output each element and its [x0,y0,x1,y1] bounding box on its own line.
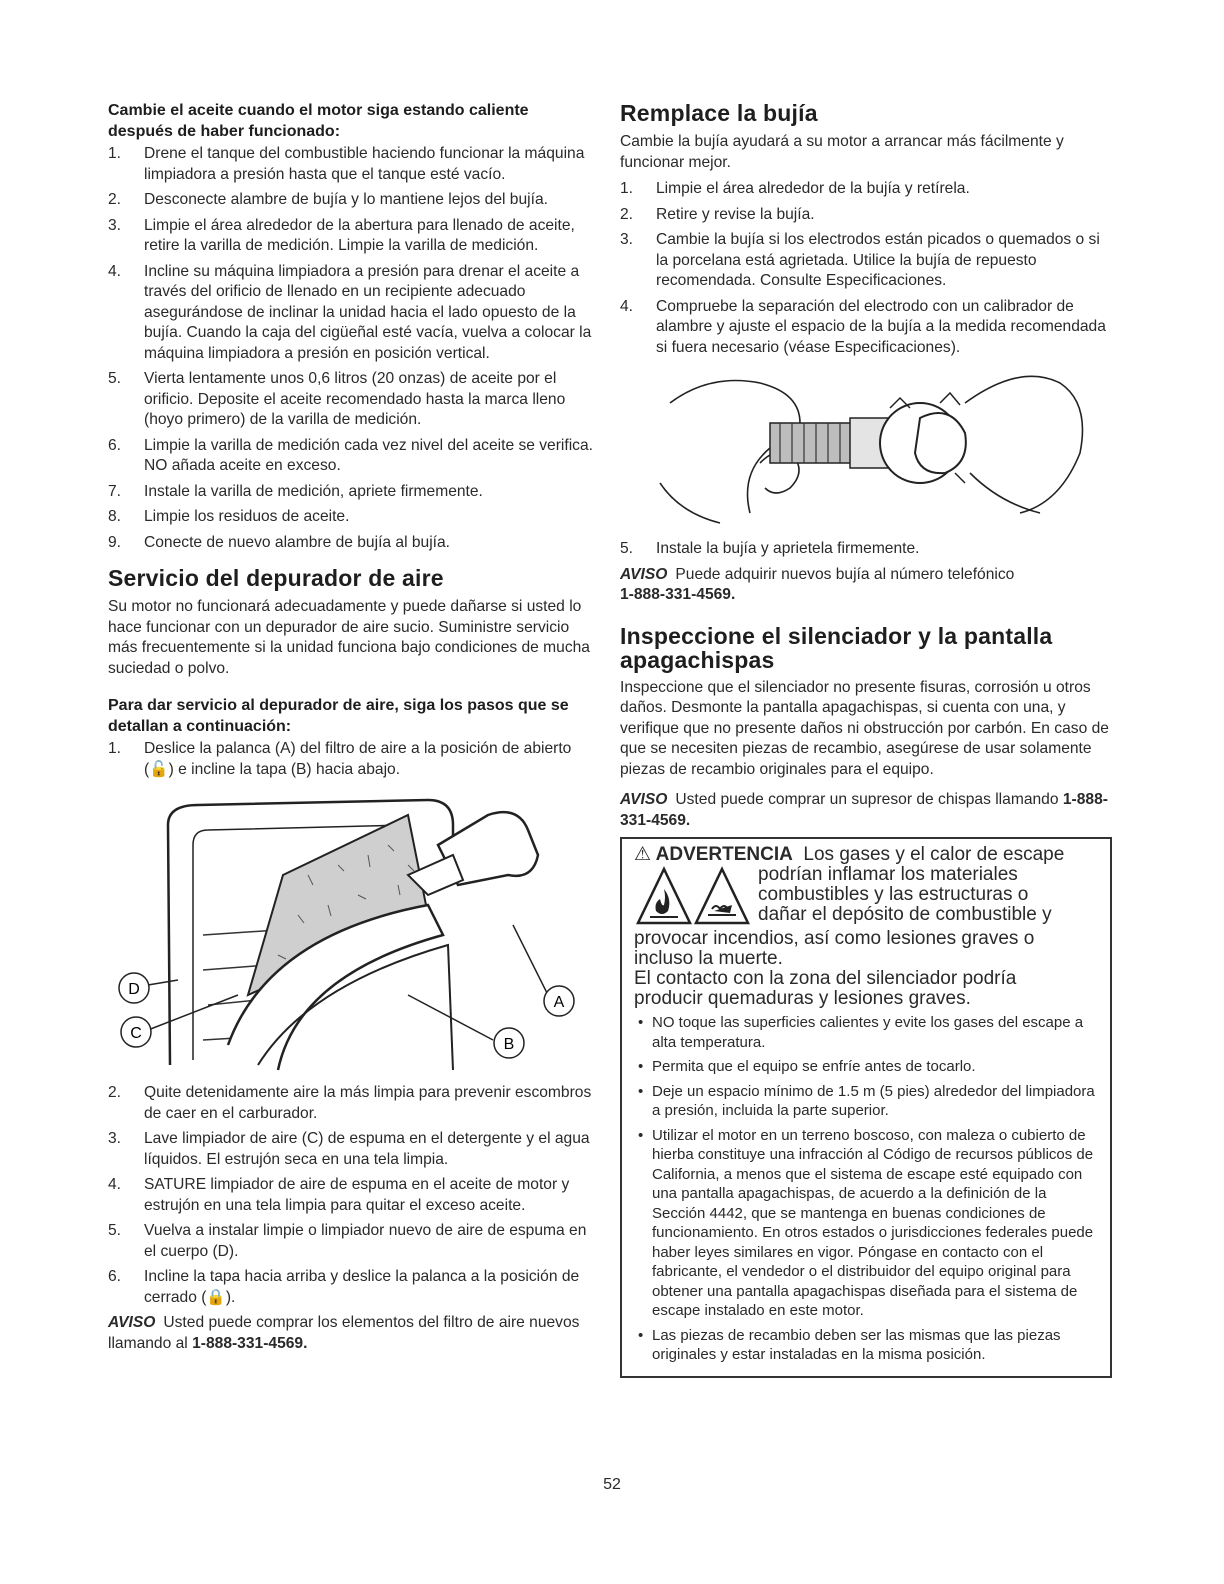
list-item: 3. Lave limpiador de aire (C) de espuma en el detergente y el agua líquidos. El estrujón seca en una tela limpia. [108,1130,590,1168]
warning-line: producir quemaduras y lesiones graves. [634,988,971,1009]
list-item: • Deje un espacio mínimo de 1.5 m (5 pies) alrededor del limpiadora a presión, incluida la parte superior. [634,1082,1100,1121]
left-column [108,100,593,1354]
callout-a [544,986,574,1016]
list-item: 9. Conecte de nuevo alambre de bujía al bujía. [108,533,451,551]
spark-plug-title: Remplace la bujía [620,100,818,126]
warning-line: provocar incendios, así como lesiones graves o [634,928,1035,949]
list-item: 4. Incline su máquina limpiadora a presión para drenar el aceite a través del orificio de llenado en un recipiente adecuado asegurándose de inclinar la unidad hacia el lado opuesto de la bujía. Cuando la caja del cigüeñal esté vacía, vuelva a colocar la máquina limpiadora a presión en posición vertical. [108,262,592,362]
muffler-text: Inspeccione que el silenciador no presente fisuras, corrosión u otros daños. Desmonte la pantalla apagachispas, si cuenta con una, y verifique que no presente daños ni obstrucción por carbón. En caso de que se necesiten piezas de recambio, asegúrese de usar solamente piezas de recambio originales para el equipo. [620,678,1109,778]
list-item: 1. Limpie el área alrededor de la bujía y retírela. [620,180,970,197]
list-item: 1. Deslice la palanca (A) del filtro de aire a la posición de abierto (🔓) e incline la tapa (B) hacia abajo. [108,740,572,778]
list-item: 2. Retire y revise la bujía. [620,205,815,223]
warning-line: incluso la muerte. [634,948,783,969]
phone-number: 1-888-331-4569. [620,586,736,603]
list-item: • NO toque las superficies calientes y evite los gases del escape a alta temperatura. [634,1013,1100,1052]
warning-icons-row [634,865,1100,929]
list-item: 6. Incline la tapa hacia arriba y deslice la palanca a la posición de cerrado (🔒). [108,1268,580,1306]
aviso-label: AVISO [620,565,668,583]
warning-line: El contacto con la zona del silenciador podría [634,968,1017,989]
aviso-label: AVISO [108,1314,156,1331]
spark-plug-gap-illustration [620,363,1112,533]
svg-text:D: D [128,981,140,998]
svg-text:A: A [553,994,565,1011]
warning-side-text: podrían inflamar los materiales combustibles y las estructuras o dañar el depósito de combustible y [758,864,1052,925]
list-item: 5. Vierta lentamente unos 0,6 litros (20 onzas) de aceite por el orificio. Deposite el aceite recomendado hasta la marca lleno (hoyo primero) de la varilla de medición. [108,370,566,428]
list-item: 3. Cambie la bujía si los electrodos están picados o quemados o si la porcelana está agrietada. Utilice la bujía de repuesto recomendada. Consulte Especificaciones. [620,231,1100,289]
warning-box [620,837,1112,1378]
list-item: 1. Drene el tanque del combustible haciendo funcionar la máquina limpiadora a presión hasta que el tanque esté vacío. [108,145,585,183]
svg-text:C: C [130,1025,142,1042]
list-item: 5. Instale la bujía y aprietela firmemente. [620,540,920,557]
hot-surface-icon [696,869,748,923]
list-item: 6. Limpie la varilla de medición cada vez nivel del aceite se verifica. NO añada aceite en exceso. [108,436,593,474]
list-item: • Utilizar el motor en un terreno boscoso, con maleza o cubierto de hierba constituye una infracción al Código de recursos públicos de California, a menos que el sistema de escape esté equipado con una pantalla apagachispas, de acuerdo a la definición de la Sección 4442, que se mantenga en buenas condiciones de funcionamiento. En otros estados o jurisdicciones federales puede haber leyes similares en vigor. Póngase en contacto con el fabricante, el vendedor o el distribuidor del equipo original para obtener una pantalla apagachispas diseñada para el sistema de escape instalado en este motor. [634,1126,1100,1321]
muffler-title: Inspeccione el silenciador y la pantalla apagachispas [620,622,1053,673]
list-item: 7. Instale la varilla de medición, apriete firmemente. [108,482,483,500]
list-item: 3. Limpie el área alrededor de la abertura para llenado de aceite, retire la varilla de medición. Limpie la varilla de medición. [108,216,575,254]
aviso-label: AVISO [620,791,668,808]
fire-hazard-icon [638,869,690,923]
list-item: • Las piezas de recambio deben ser las mismas que las piezas originales y estar instaladas en la misma posición. [634,1326,1100,1365]
air-cleaner-intro: Su motor no funcionará adecuadamente y puede dañarse si usted lo hace funcionar con un depurador de aire sucio. Suministre servicio más frecuentemente si la unidad funciona bajo condiciones de mucha suciedad o polvo. [108,598,590,677]
spark-plug-step5 [620,539,1112,560]
list-item: 4. Compruebe la separación del electrodo con un calibrador de alambre y ajuste el espacio de la bujía a la medida recomendada si fuera necesario (véase Especificaciones). [620,297,1106,356]
air-cleaner-title: Servicio del depurador de aire [108,565,444,591]
list-item: 4. SATURE limpiador de aire de espuma en el aceite de motor y estrujón en una tela limpia para quitar el exceso aceite. [108,1176,570,1214]
spark-plug-notice: AVISO Puede adquirir nuevos bujía al número telefónico 1-888-331-4569. [620,565,1015,603]
callout-d [119,973,149,1003]
warning-hazard-icons [634,865,752,929]
svg-text:B: B [503,1036,515,1053]
air-filter-notice: AVISO Usted puede comprar los elementos del filtro de aire nuevos llamando al 1-888-331-4569. [108,1314,580,1352]
warning-triangle-icon: ⚠ [634,844,652,865]
air-filter-illustration [108,785,593,1075]
air-cleaner-step1 [108,739,593,780]
phone-number: 1-888-331-4569. [192,1334,308,1352]
list-item: 2. Desconecte alambre de bujía y lo mantiene lejos del bujía. [108,191,548,208]
list-item: 2. Quite detenidamente aire la más limpia para prevenir escombros de caer en el carburador. [108,1084,592,1122]
list-item: 5. Vuelva a instalar limpie o limpiador nuevo de aire de espuma en el cuerpo (D). [108,1222,587,1260]
warning-line: ⚠ ADVERTENCIA Los gases y el calor de escape [634,844,1065,865]
callout-b [494,1028,524,1058]
warning-bullets [634,1013,1100,1365]
right-column [620,100,1112,1378]
spark-arrester-notice: AVISO Usted puede comprar un supresor de chispas llamando 1-888-331-4569. [620,791,1108,829]
spark-plug-steps [620,179,1112,358]
air-cleaner-heading: Para dar servicio al depurador de aire, siga los pasos que se detallan a continuación: [108,697,569,735]
air-cleaner-steps [108,1083,593,1308]
phone-number: 1-888-331-4569. [620,791,1108,829]
list-item: • Permita que el equipo se enfríe antes de tocarlo. [634,1057,1100,1077]
page-number: 52 [603,1476,621,1493]
spark-plug-intro: Cambie la bujía ayudará a su motor a arrancar más fácilmente y funcionar mejor. [620,133,1064,171]
list-item: 8. Limpie los residuos de aceite. [108,508,350,525]
oil-change-steps [108,144,593,553]
callout-c [121,1017,151,1047]
warning-header: ⚠ ADVERTENCIA [634,844,793,865]
oil-change-heading: Cambie el aceite cuando el motor siga estando caliente después de haber funcionado: [108,102,529,140]
